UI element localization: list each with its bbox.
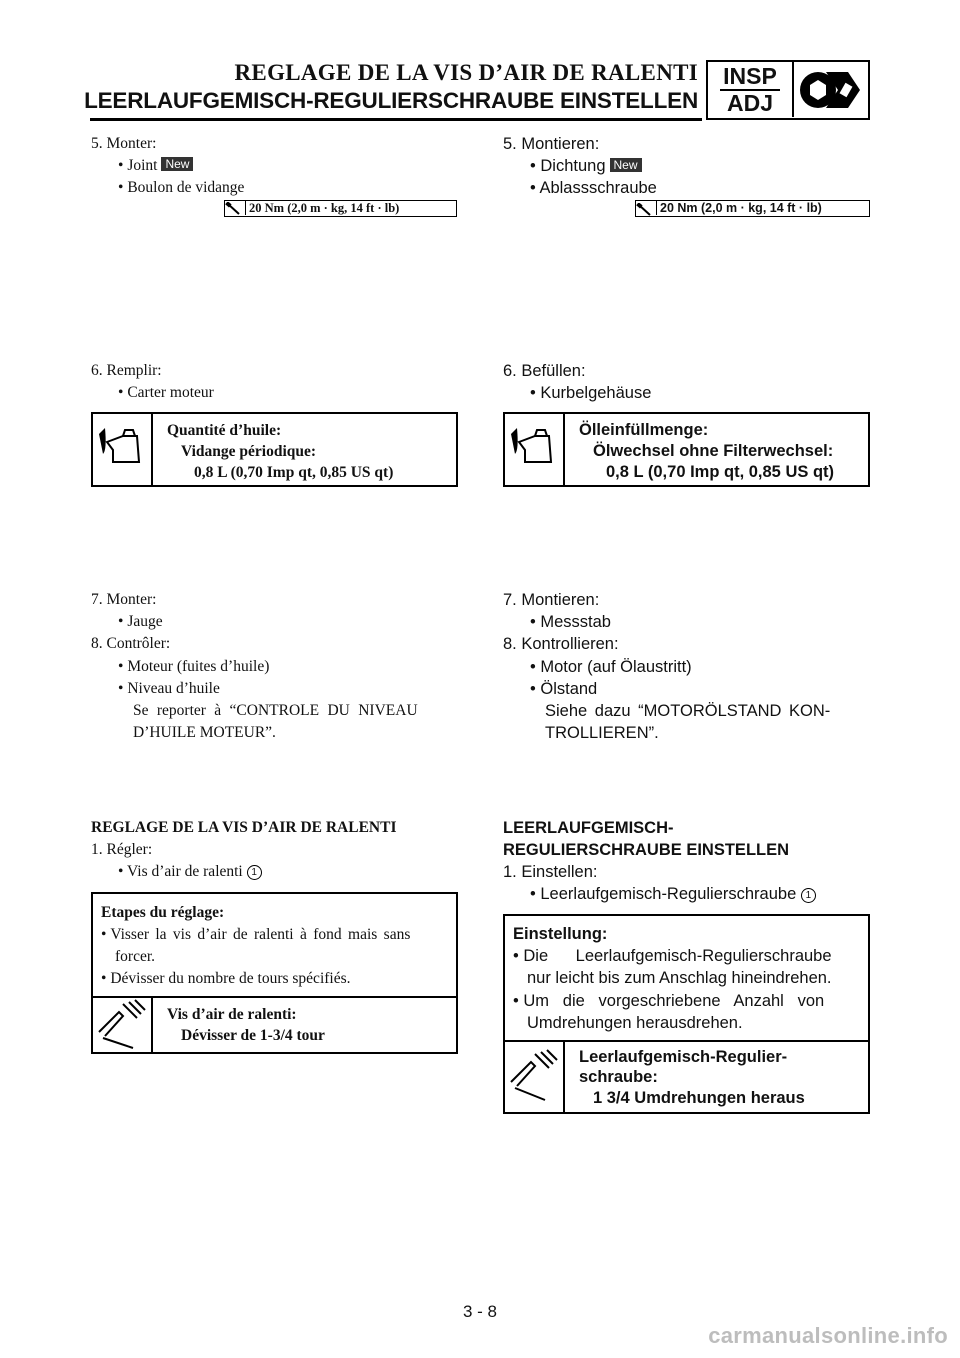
step-6-title-de: 6. Befüllen: [503,362,586,380]
list-item: • Die Leerlaufgemisch-Regulierschraube [513,947,832,965]
oil-change-label-fr: Vidange périodique: [181,443,317,460]
spec-heading-line1-de: Leerlaufgemisch-Regulier- [579,1048,788,1066]
page-number: 3 - 8 [462,1302,498,1321]
adjust-step-1-title-de: 1. Einstellen: [503,863,598,881]
list-item: • Um die vorgeschriebene Anzahl von [513,992,825,1010]
step-7-title-de: 7. Montieren: [503,591,600,609]
steps-heading-fr: Etapes du réglage: [101,904,225,921]
adjust-steps-box-fr [91,892,458,1054]
step-8-reference-line1-de: Siehe dazu “MOTORÖLSTAND KON- [545,702,831,720]
oil-change-label-de: Ölwechsel ohne Filterwechsel: [593,442,834,460]
list-item: • Ablassschraube [530,179,657,197]
step-5-item-bolt-fr: Boulon de vidange [127,179,245,196]
step-8-title-fr: 8. Contrôler: [91,635,171,652]
steps-item-1-fr: Visser la vis d’air de ralenti à fond mais sans [110,926,411,943]
list-item: • Leerlaufgemisch-Regulierschraube 1 [530,883,816,906]
adjust-steps-box-de [503,914,870,1114]
new-badge: New [610,158,642,172]
torque-spec-de [635,200,870,217]
step-5-item-seal-de: Dichtung [540,157,606,175]
header-rule [90,118,702,121]
list-item: • Boulon de vidange [118,179,245,196]
steps-heading-de: Einstellung: [513,925,608,943]
steps-item-2-fr: Dévisser du nombre de tours spécifiés. [110,970,351,987]
step-8-reference-line1-fr: Se reporter à “CONTROLE DU NIVEAU [133,702,418,719]
list-item: • Dichtung New [530,155,642,178]
step-6-title-fr: 6. Remplir: [91,362,162,379]
screwdriver-icon [93,998,153,1052]
section-title-line1-de: LEERLAUFGEMISCH- [503,819,674,837]
step-7-title-fr: 7. Monter: [91,591,157,608]
oil-can-icon [505,414,565,485]
spec-heading-fr: Vis d’air de ralenti: [167,1006,297,1023]
step-8-reference-line2-fr: D’HUILE MOTEUR”. [133,724,276,741]
list-item: • Jauge [118,613,163,630]
adjust-step-1-title-fr: 1. Régler: [91,841,153,858]
section-title-fr: REGLAGE DE LA VIS D’AIR DE RALENTI [91,819,397,836]
screwdriver-icon [505,1042,565,1112]
torque-spec-fr [224,200,457,217]
torque-value-fr: 20 Nm (2,0 m · kg, 14 ft · lb) [249,201,400,215]
list-item: • Moteur (fuites d’huile) [118,658,270,675]
step-8-title-de: 8. Kontrollieren: [503,635,619,653]
step-8-item-level-de: Ölstand [540,680,598,698]
step-8-item-engine-de: Motor (auf Ölaustritt) [540,658,692,676]
badge-insp-label: INSP [720,65,780,91]
new-badge: New [161,157,193,171]
list-item: • Niveau d’huile [118,680,220,697]
torque-wrench-icon [225,201,246,215]
torque-wrench-icon [636,201,657,215]
steps-item-2-cont-de: Umdrehungen herausdrehen. [527,1014,743,1032]
wrench-nut-icon [796,64,866,116]
spec-value-de: 1 3/4 Umdrehungen heraus [593,1089,805,1107]
list-item: • Dévisser du nombre de tours spécifiés. [101,970,351,987]
step-5-title-fr: 5. Monter: [91,135,157,152]
oil-capacity-heading-de: Ölleinfüllmenge: [579,421,709,439]
step-5-item-bolt-de: Ablassschraube [539,179,657,197]
step-8-item-level-fr: Niveau d’huile [127,680,220,697]
section-title-line2-de: REGULIERSCHRAUBE EINSTELLEN [503,841,790,859]
step-6-item-de: Kurbelgehäuse [540,384,652,402]
list-item: • Motor (auf Ölaustritt) [530,658,692,676]
oil-capacity-value-de: 0,8 L (0,70 Imp qt, 0,85 US qt) [606,463,835,481]
callout-1: 1 [801,888,816,903]
header-title-de: LEERLAUFGEMISCH-REGULIERSCHRAUBE EINSTELLEN [84,88,698,113]
step-7-item-de: Messstab [540,613,611,631]
oil-can-icon [93,414,153,485]
steps-item-1-cont-fr: forcer. [115,948,156,965]
list-item: • Messstab [530,613,611,631]
list-item: • Vis d’air de ralenti 1 [118,861,262,884]
steps-item-2-de: Um die vorgeschriebene Anzahl von [523,992,825,1010]
oil-capacity-box-fr [91,412,458,487]
badge-adj-label: ADJ [726,90,773,116]
callout-1: 1 [247,865,262,880]
step-8-reference-line2-de: TROLLIEREN”. [545,724,659,742]
adjust-step-1-item-de: Leerlaufgemisch-Regulierschraube [540,885,797,903]
list-item: • Ölstand [530,680,598,698]
spec-heading-line2-de: schraube: [579,1068,658,1086]
step-5-item-joint-fr: Joint [127,157,158,174]
step-7-item-fr: Jauge [127,613,163,630]
insp-adj-badge [706,60,870,120]
steps-item-1-cont-de: nur leicht bis zum Anschlag hineindrehen. [527,969,832,987]
list-item: • Joint New [118,155,193,178]
watermark: carmanualsonline.info [708,1323,948,1348]
oil-capacity-value-fr: 0,8 L (0,70 Imp qt, 0,85 US qt) [194,464,394,481]
step-8-item-engine-fr: Moteur (fuites d’huile) [127,658,270,675]
step-5-title-de: 5. Montieren: [503,135,600,153]
steps-item-1-de: Die Leerlaufgemisch-Regulierschraube [523,947,832,965]
oil-capacity-heading-fr: Quantité d’huile: [167,422,282,439]
step-6-item-fr: Carter moteur [127,384,214,401]
list-item: • Visser la vis d’air de ralenti à fond mais sans [101,926,411,943]
adjust-step-1-item-fr: Vis d’air de ralenti [127,863,243,880]
torque-value-de: 20 Nm (2,0 m · kg, 14 ft · lb) [660,201,822,215]
list-item: • Carter moteur [118,384,214,401]
oil-capacity-box-de [503,412,870,487]
list-item: • Kurbelgehäuse [530,384,652,402]
spec-value-fr: Dévisser de 1-3/4 tour [181,1027,325,1044]
header-title-fr: REGLAGE DE LA VIS D’AIR DE RALENTI [234,60,698,85]
